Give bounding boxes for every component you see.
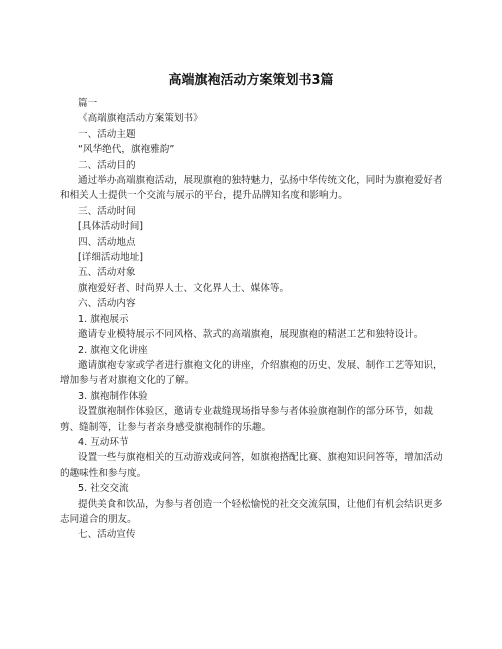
document-title: 高端旗袍活动方案策划书3篇 bbox=[168, 73, 334, 88]
document-line: 旗袍爱好者、时尚界人士、文化界人士、媒体等。 bbox=[78, 282, 290, 294]
document-line: 一、活动主题 bbox=[78, 128, 136, 140]
document-line: 5. 社交交流 bbox=[78, 483, 129, 495]
document-line: 邀请专业模特展示不同风格、款式的高端旗袍，展现旗袍的精湛工艺和独特设计。 bbox=[78, 329, 424, 341]
document-line: [详细活动地址] bbox=[78, 252, 144, 264]
document-line: 六、活动内容 bbox=[78, 298, 136, 310]
document-line: 提供美食和饮品，为参与者创造一个轻松愉悦的社交交流氛围，让他们有机会结识更多志同道合的朋友。 bbox=[60, 498, 443, 525]
document-line: 3. 旗袍制作体验 bbox=[78, 390, 148, 402]
document-line: 《高端旗袍活动方案策划书》 bbox=[78, 113, 203, 125]
document-line: [具体活动时间] bbox=[78, 221, 144, 233]
document-line: 二、活动目的 bbox=[78, 159, 136, 171]
document-line: 通过举办高端旗袍活动，展现旗袍的独特魅力，弘扬中华传统文化，同时为旗袍爱好者和相关人士提供一个交流与展示的平台，提升品牌知名度和影响力。 bbox=[60, 175, 443, 202]
document-line: 三、活动时间 bbox=[78, 205, 136, 217]
document-line: 设置旗袍制作体验区，邀请专业裁缝现场指导参与者体验旗袍制作的部分环节，如裁剪、缝制等，让参与者亲身感受旗袍制作的乐趣。 bbox=[60, 406, 433, 433]
document-line: 篇一 bbox=[78, 98, 98, 109]
document-line: “风华绝代，旗袍雅韵” bbox=[78, 144, 175, 156]
document-line: 四、活动地点 bbox=[78, 236, 136, 248]
document-body bbox=[60, 96, 448, 543]
document-line: 4. 互动环节 bbox=[78, 436, 129, 448]
document-line: 五、活动对象 bbox=[78, 267, 136, 279]
document-line: 七、活动宣传 bbox=[78, 529, 136, 541]
document-line: 设置一些与旗袍相关的互动游戏或问答，如旗袍搭配比赛、旗袍知识问答等，增加活动的趣味性和参与度。 bbox=[60, 452, 443, 479]
document-line: 2. 旗袍文化讲座 bbox=[78, 344, 148, 356]
document-line: 1. 旗袍展示 bbox=[78, 313, 129, 325]
document-line: 邀请旗袍专家或学者进行旗袍文化的讲座，介绍旗袍的历史、发展、制作工艺等知识，增加参与者对旗袍文化的了解。 bbox=[60, 359, 443, 387]
